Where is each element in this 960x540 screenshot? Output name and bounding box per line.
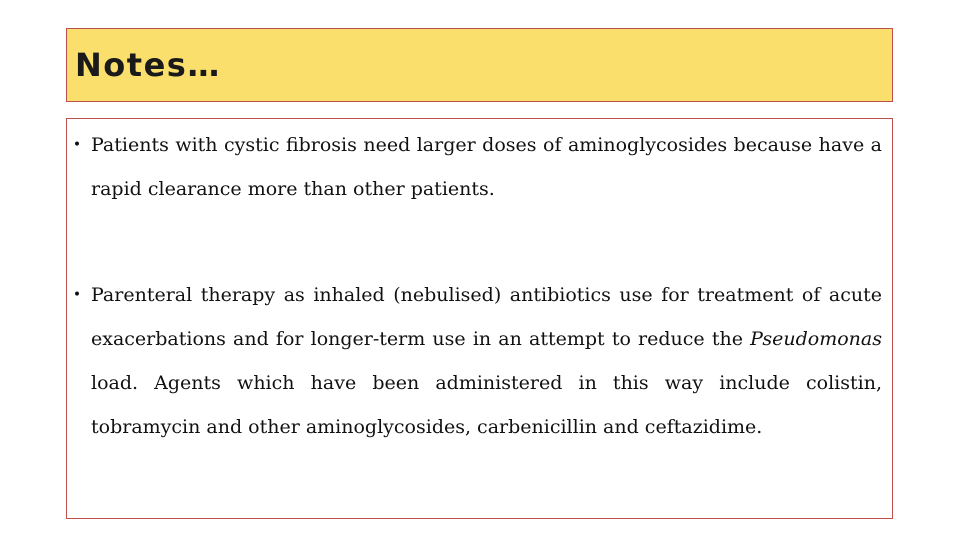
content-panel: [66, 118, 893, 519]
slide-title: Notes…: [75, 46, 221, 84]
bullet-text: [91, 273, 882, 449]
bullet-text-part: load. Agents which have been administered in this way include colistin, tobramycin and other aminoglycosides, carbenicillin and ceftazidime.: [91, 372, 882, 438]
bullet-item: [67, 273, 894, 449]
title-banner: [66, 28, 893, 102]
bullet-text-part: Parenteral therapy as inhaled (nebulised) antibiotics use for treatment of acute exacerbations and for longer-term use in an attempt to reduce the: [91, 284, 882, 350]
bullet-marker: •: [72, 137, 82, 153]
bullet-item: [67, 123, 894, 211]
bullet-text-italic: Pseudomonas: [750, 328, 882, 350]
bullet-text: Patients with cystic fibrosis need larger doses of aminoglycosides because have a rapid clearance more than other patients.: [91, 134, 882, 200]
bullet-marker: •: [72, 287, 82, 303]
